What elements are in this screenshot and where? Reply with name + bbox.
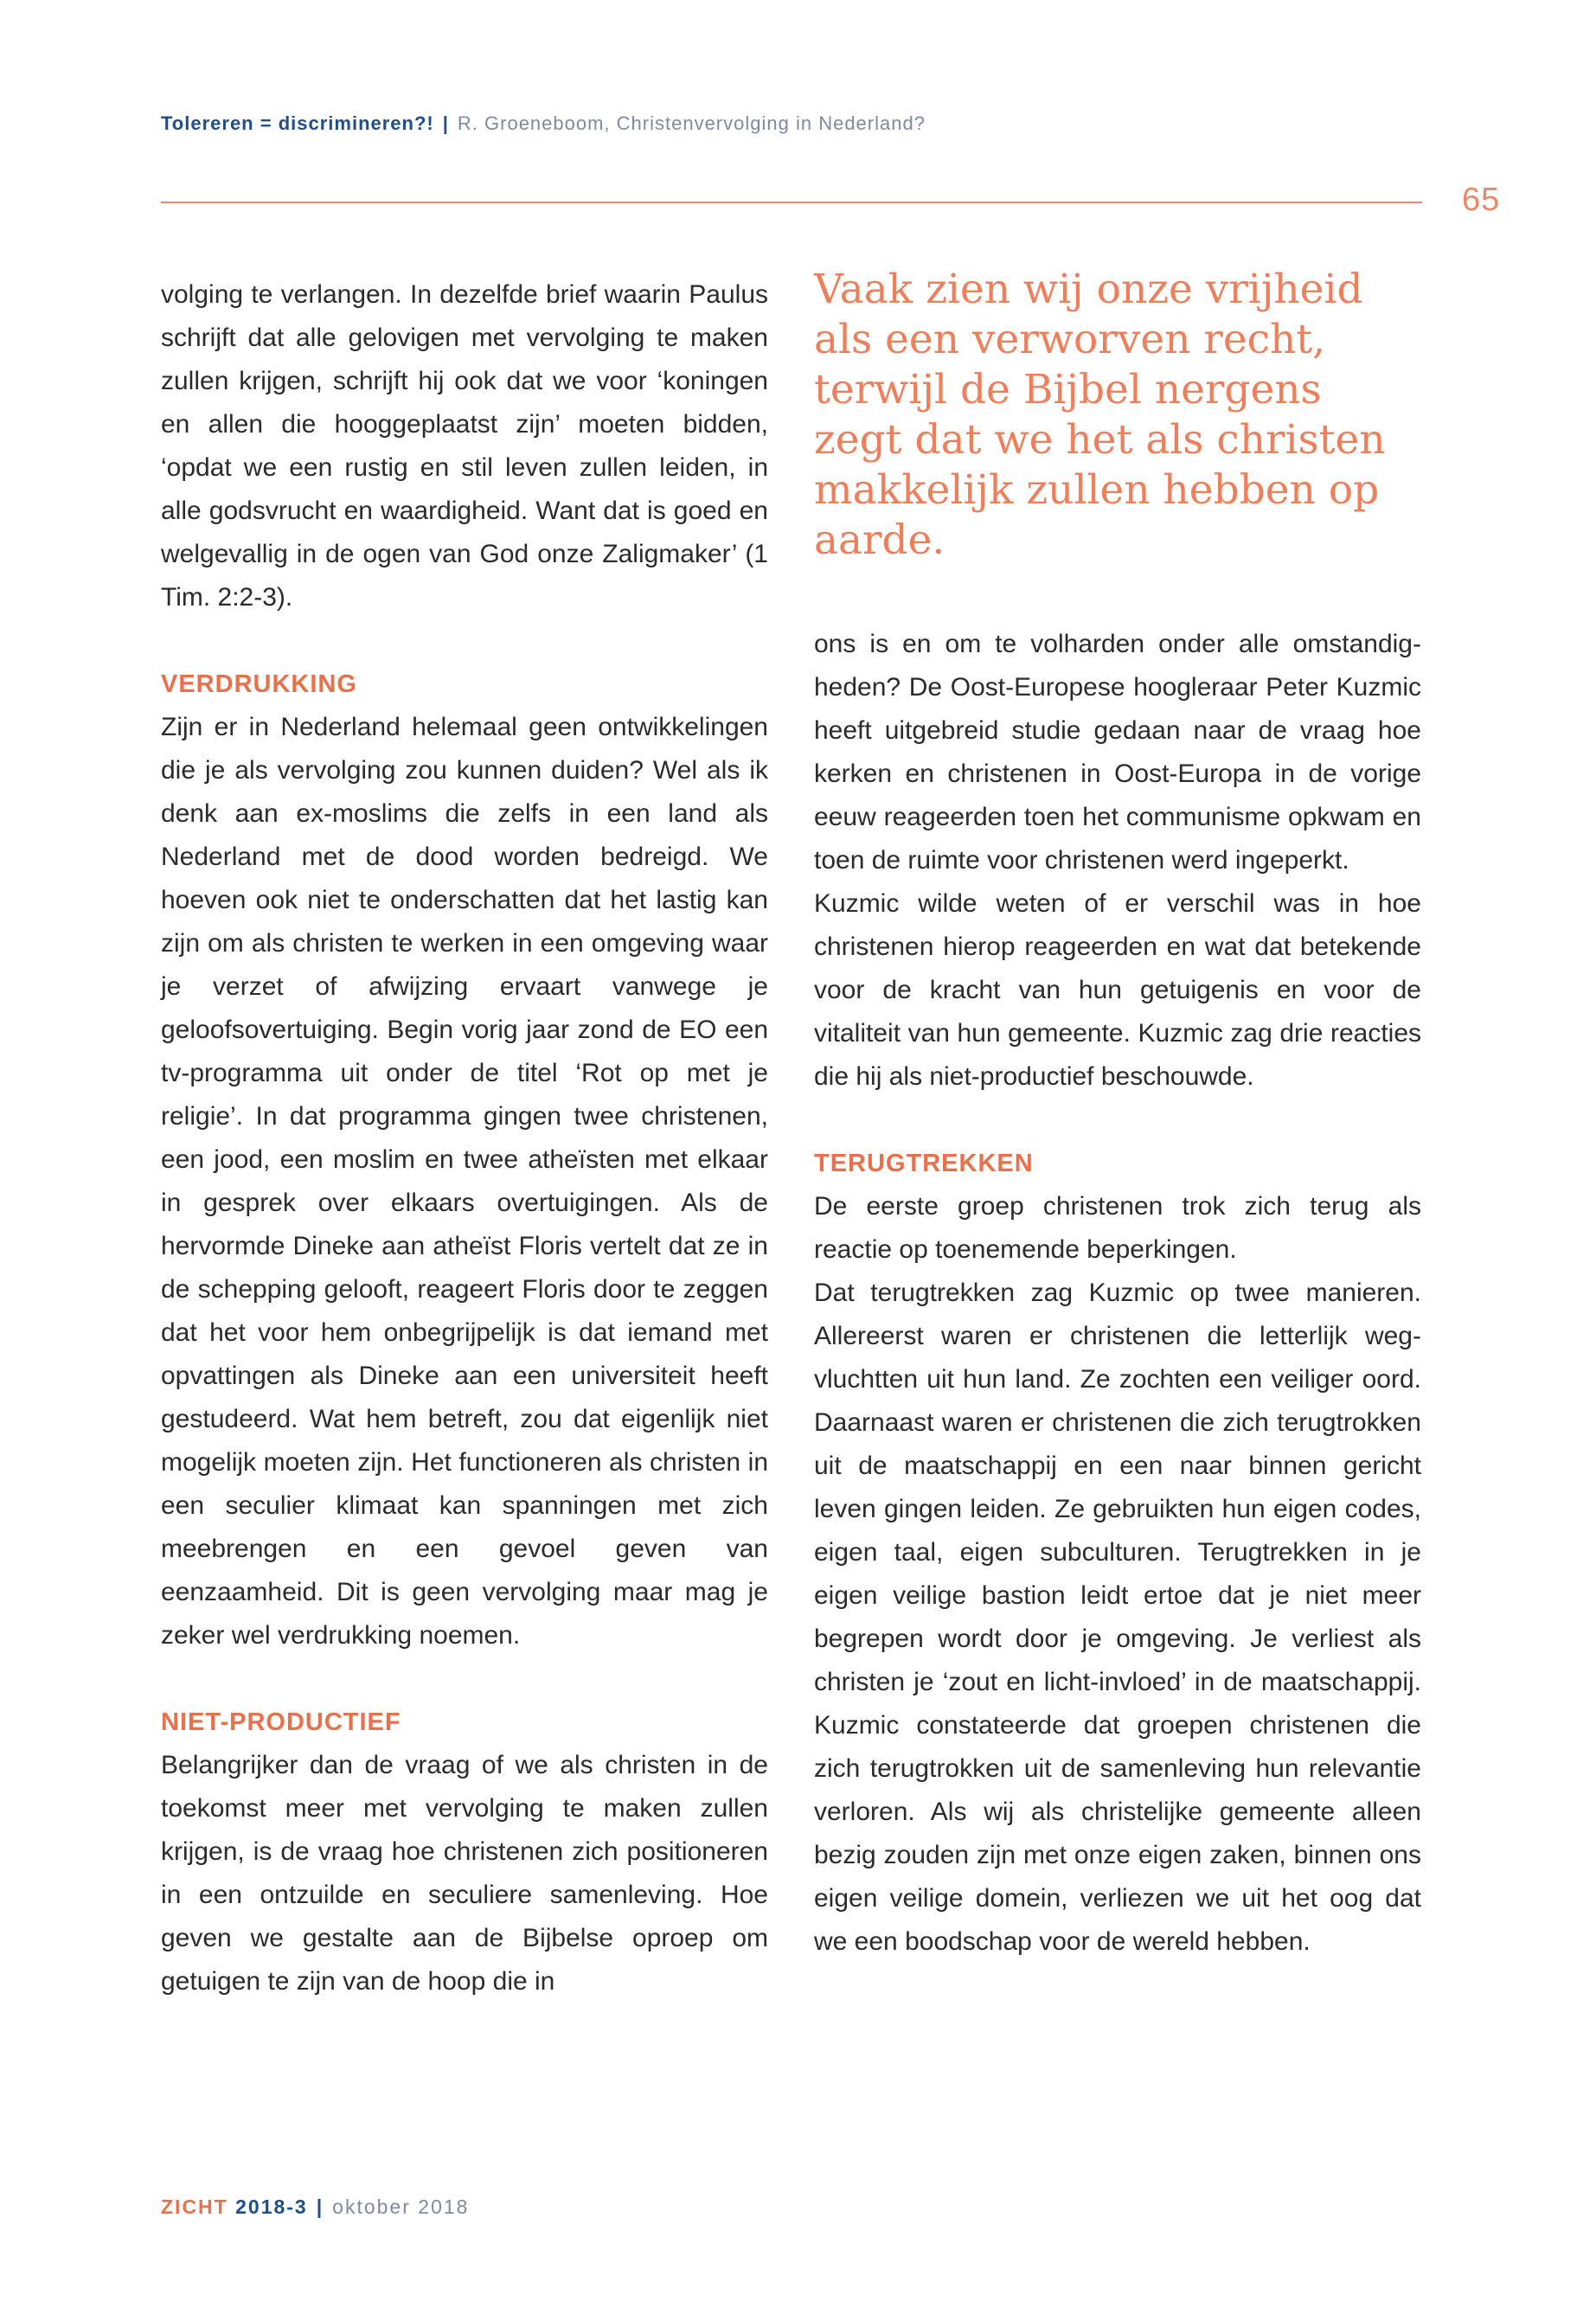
- article-title: R. Groeneboom, Christenvervolging in Nederland?: [457, 112, 926, 134]
- right-column: [814, 623, 1421, 1964]
- heading-verdrukking: VERDRUKKING: [161, 670, 357, 698]
- heading-terugtrekken: TERUGTREKKEN: [814, 1150, 1034, 1177]
- terugtrekken-paragraph-2: Dat terugtrekken zag Kuzmic op twee manieren. Allereerst waren er christenen die letterlijk wegvluchtten uit hun land. Ze zochten een veiliger oord. Daarnaast waren er christenen die zich terugtrokken uit de maatschappij en een naar binnen gericht leven gingen leiden. Ze gebruikten hun eigen codes, eigen taal, eigen subculturen. Terugtrekken in je eigen veilige bastion leidt ertoe dat je niet meer begrepen wordt door je omgeving. Je verliest als christen je ‘zout en licht-invloed’ in de maatschappij. Kuzmic constateerde dat groepen christenen die zich terugtrokken uit de samenleving hun relevantie verloren. Als wij als christelijke gemeente alleen bezig zouden zijn met onze eigen zaken, binnen ons eigen veilige domein, verliezen we uit het oog dat we een boodschap voor de wereld hebben.: [814, 1279, 1421, 1956]
- continuation-paragraph: ons is en om te volharden onder alle omstandigheden? De Oost-Europese hoogleraar Peter Kuzmic heeft uitgebreid studie gedaan naar de vraag hoe kerken en christenen in Oost-Europa in de vorige eeuw reageerden toen het communisme opkwam en toen de ruimte voor christenen werd ingeperkt.: [814, 630, 1421, 875]
- heading-niet-productief: NIET-PRODUCTIEF: [161, 1708, 401, 1736]
- page-number: 65: [1462, 182, 1501, 218]
- header-separator: |: [442, 112, 449, 134]
- running-header: [161, 112, 1424, 135]
- intro-paragraph: volging te verlangen. In dezelfde brief waarin Paulus schrijft dat alle gelovigen met vervolging te maken zullen krijgen, schrijft hij ook dat we voor ‘koningen en allen die hooggeplaatst zijn’ moeten bidden, ‘opdat we een rustig en stil leven zullen leiden, in alle godsvrucht en waardigheid. Want dat is goed en welgevallig in de ogen van God onze Zaligmaker’ (1 Tim. 2:2-3).: [161, 280, 768, 612]
- magazine-name: ZICHT: [161, 2195, 228, 2218]
- series-title: Tolereren = discrimineren?!: [161, 112, 434, 134]
- left-column: [161, 273, 768, 2003]
- kuzmic-paragraph: Kuzmic wilde weten of er verschil was in hoe christenen hierop reageerden en wat dat betekende voor de kracht van hun getuigenis en voor de vitaliteit van hun gemeente. Kuzmic zag drie reacties die hij als niet-productief beschouwde.: [814, 889, 1421, 1091]
- footer-separator: |: [316, 2195, 324, 2218]
- page-footer: [161, 2195, 469, 2219]
- pull-quote: Vaak zien wij onze vrijheid als een verworven recht, terwijl de Bijbel nergens zegt dat we het als christen makkelijk zullen hebben op aarde.: [814, 266, 1386, 564]
- niet-productief-paragraph: Belangrijker dan de vraag of we als christen in de toekomst meer met vervolging te maken zullen krijgen, is de vraag hoe christenen zich positioneren in een ontzuilde en seculiere samenleving. Hoe geven we gestalte aan de Bijbelse oproep om getuigen te zijn van de hoop die in: [161, 1751, 768, 1996]
- issue-date: oktober 2018: [332, 2195, 470, 2218]
- verdrukking-paragraph: Zijn er in Nederland helemaal geen ontwikkelingen die je als vervolging zou kunnen duiden? Wel als ik denk aan ex-moslims die zelfs in een land als Nederland met de dood worden bedreigd. We hoeven ook niet te onderschatten dat het lastig kan zijn om als christen te werken in een omgeving waar je verzet of afwijzing ervaart vanwege je geloofsovertuiging. Begin vorig jaar zond de EO een tv-programma uit onder de titel ‘Rot op met je religie’. In dat programma gingen twee christenen, een jood, een moslim en twee atheïsten met elkaar in gesprek over elkaars overtuigingen. Als de hervormde Dineke aan atheïst Floris vertelt dat ze in de schepping gelooft, reageert Floris door te zeggen dat het voor hem onbegrijpelijk is dat iemand met opvattingen als Dineke aan een universiteit heeft gestudeerd. Wat hem betreft, zou dat eigenlijk niet mogelijk moeten zijn. Het functioneren als christen in een seculier klimaat kan spanningen met zich meebrengen en een gevoel geven van eenzaamheid. Dit is geen vervolging maar mag je zeker wel verdrukking noemen.: [161, 713, 768, 1650]
- issue-number: 2018-3: [235, 2195, 308, 2218]
- terugtrekken-paragraph-1: De eerste groep christenen trok zich terug als reactie op toenemende beperkingen.: [814, 1192, 1421, 1264]
- header-rule: [161, 202, 1422, 203]
